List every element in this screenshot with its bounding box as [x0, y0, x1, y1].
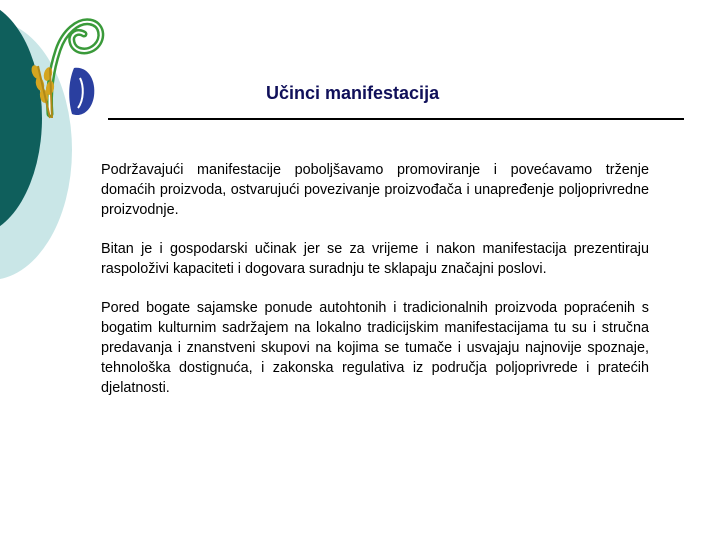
paragraph-promotion: Podržavajući manifestacije poboljšavamo promoviranje i povećavamo trženje domaćih proizvoda, ostvarujući povezivanje proizvođača i unapređenje poljoprivredne proizvodnje. — [101, 162, 649, 218]
paragraph-fair-offer: Pored bogate sajamske ponude autohtonih i tradicionalnih proizvoda popraćenih s bogatim kulturnim sadržajem na lokalno tradicijskim manifestacijama tu su i stručna predavanja i znanstveni skupovi na kojima se tumače i usvajaju najnovije spoznaje, tehnološka dostignuća, i zakonska regulativa iz područja poljoprivrede i pratećih djelatnosti. — [101, 300, 649, 396]
page-title: Učinci manifestacija — [266, 83, 440, 103]
paragraph-economic-impact: Bitan je i gospodarski učinak jer se za vrijeme i nakon manifestacija prezentiraju raspoloživi kapaciteti i dogovara suradnju te sklapaju značajni poslovi. — [101, 241, 649, 277]
title-underline — [108, 118, 684, 120]
body-text — [101, 160, 649, 417]
pepper-plant-logo — [22, 10, 108, 124]
